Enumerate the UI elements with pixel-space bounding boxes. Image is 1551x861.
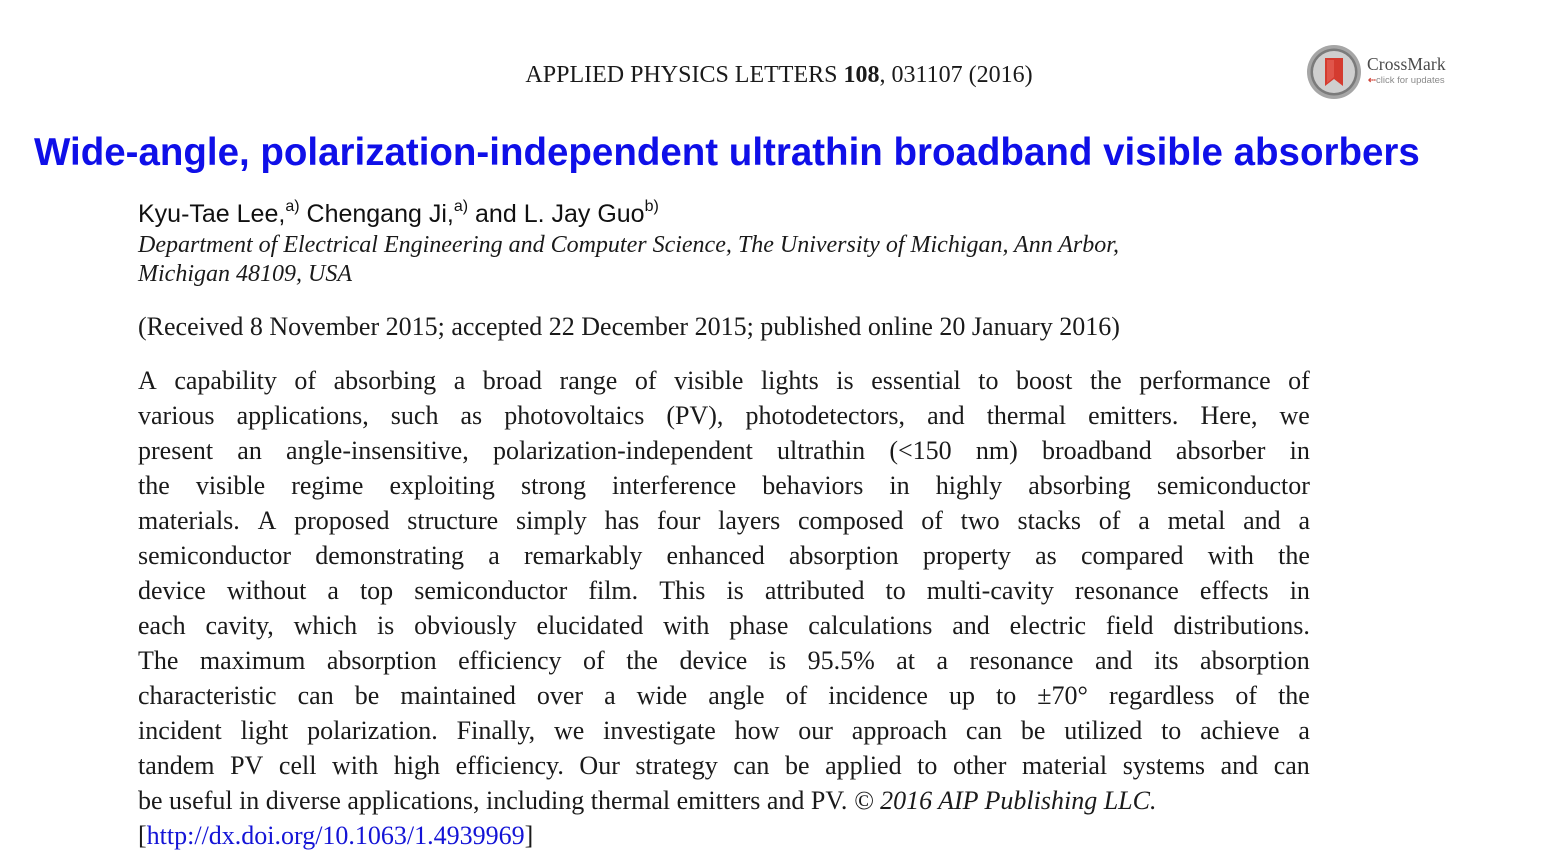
abstract-line: the visible regime exploiting strong interference behaviors in highly absorbing semiconductor	[138, 471, 1310, 500]
journal-volume: 108	[843, 62, 880, 88]
journal-name: APPLIED PHYSICS LETTERS	[525, 62, 838, 88]
abstract-line: tandem PV cell with high efficiency. Our strategy can be applied to other material systems and can	[138, 751, 1310, 780]
author-name: and L. Jay Guo	[475, 200, 645, 228]
author-list	[138, 200, 659, 229]
author-footnote-mark[interactable]: a)	[453, 198, 469, 215]
crossmark-label: CrossMark	[1367, 54, 1446, 74]
author-footnote-mark[interactable]: b)	[644, 198, 659, 215]
abstract-line: present an angle-insensitive, polarization-independent ultrathin (<150 nm) broadband absorber in	[138, 436, 1310, 465]
doi-line	[138, 818, 1310, 853]
crossmark-button[interactable]	[1306, 44, 1456, 100]
doi-bracket-open: [	[138, 821, 147, 850]
author-name: Chengang Ji,	[306, 200, 454, 228]
abstract-line: various applications, such as photovoltaics (PV), photodetectors, and thermal emitters. Here, we	[138, 401, 1310, 430]
doi-bracket-close: ]	[524, 821, 534, 850]
arrow-left-icon: ⇠	[1368, 75, 1376, 86]
received-dates: (Received 8 November 2015; accepted 22 December 2015; published online 20 January 2016)	[138, 312, 1120, 341]
affiliation-line-2: Michigan 48109, USA	[138, 261, 352, 287]
article-title: Wide-angle, polarization-independent ultrathin broadband visible absorbers	[34, 131, 1420, 174]
abstract	[138, 363, 1310, 853]
affiliation-line-1: Department of Electrical Engineering and Computer Science, The University of Michigan, Ann Arbor,	[138, 232, 1119, 258]
crossmark-sublabel-text: click for updates	[1375, 75, 1445, 86]
author-name: Kyu-Tae Lee,	[138, 200, 286, 228]
abstract-final-line	[138, 783, 1310, 818]
author-footnote-mark[interactable]: a)	[285, 198, 300, 215]
journal-article-info: , 031107 (2016)	[879, 62, 1033, 88]
abstract-line: materials. A proposed structure simply has four layers composed of two stacks of a metal and a	[138, 506, 1310, 535]
abstract-line: semiconductor demonstrating a remarkably enhanced absorption property as compared with the	[138, 541, 1310, 570]
copyright-notice: © 2016 AIP Publishing LLC.	[853, 786, 1157, 815]
abstract-line: incident light polarization. Finally, we investigate how our approach can be utilized to achieve a	[138, 716, 1310, 745]
abstract-line: each cavity, which is obviously elucidated with phase calculations and electric field distributions.	[138, 611, 1310, 640]
abstract-line: The maximum absorption efficiency of the device is 95.5% at a resonance and its absorption	[138, 646, 1310, 675]
abstract-line: device without a top semiconductor film. This is attributed to multi-cavity resonance effects in	[138, 576, 1310, 605]
crossmark-sublabel	[1368, 75, 1445, 86]
crossmark-icon	[1306, 44, 1362, 100]
abstract-line: A capability of absorbing a broad range of visible lights is essential to boost the performance of	[138, 366, 1310, 395]
doi-link[interactable]: http://dx.doi.org/10.1063/1.4939969	[146, 821, 525, 850]
abstract-line: characteristic can be maintained over a wide angle of incidence up to ±70° regardless of the	[138, 681, 1310, 710]
abstract-final-text: be useful in diverse applications, including thermal emitters and PV.	[138, 786, 848, 815]
